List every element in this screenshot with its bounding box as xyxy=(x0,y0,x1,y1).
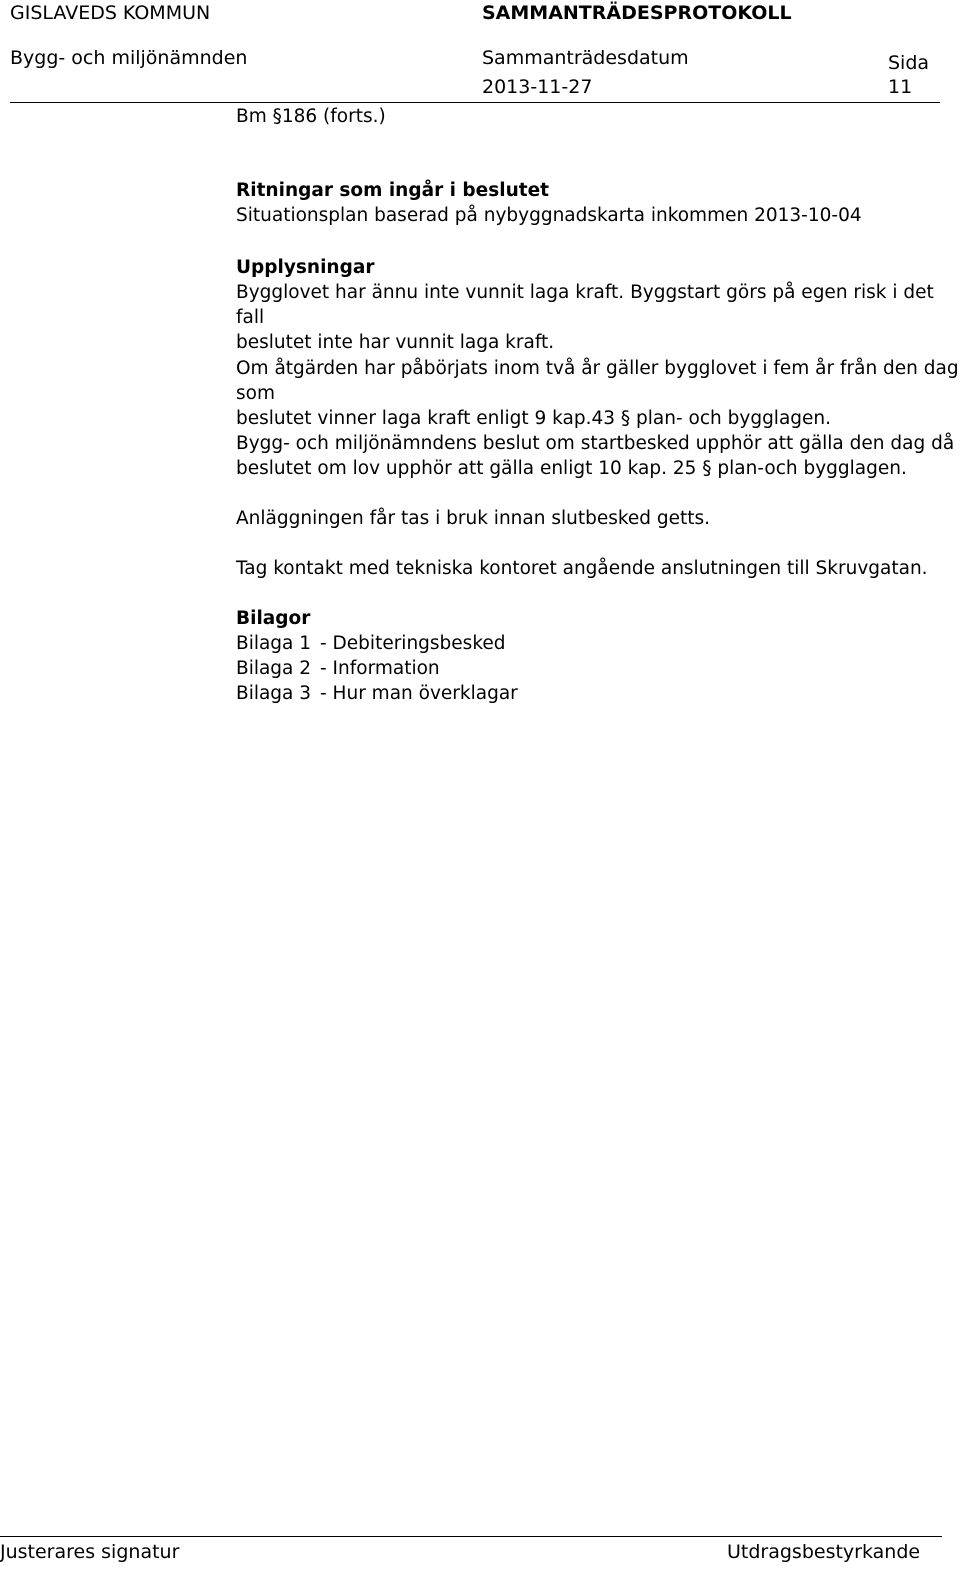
attachment-description: - Information xyxy=(320,658,440,679)
org-name: GISLAVEDS KOMMUN xyxy=(10,2,211,24)
info-p3 xyxy=(236,431,954,481)
attachment-item xyxy=(236,656,518,681)
section-reference: Bm §186 (forts.) xyxy=(236,106,386,127)
meeting-date: 2013-11-27 xyxy=(482,76,593,98)
info-p2-line1: Om åtgärden har påbörjats inom två år gäller bygglovet i fem år från den dag som xyxy=(236,358,959,404)
attachment-item xyxy=(236,681,518,706)
doc-type: SAMMANTRÄDESPROTOKOLL xyxy=(482,2,792,24)
info-p5: Tag kontakt med tekniska kontoret angående anslutningen till Skruvgatan. xyxy=(236,558,928,579)
info-p3-line2: beslutet om lov upphör att gälla enligt 10 kap. 25 § plan-och bygglagen. xyxy=(236,458,907,479)
attachments-section xyxy=(236,606,518,706)
attachment-number: Bilaga 1 xyxy=(236,633,312,654)
document-body xyxy=(236,178,862,228)
attachment-item xyxy=(236,631,518,656)
page-label: Sida xyxy=(888,52,930,74)
date-label: Sammanträdesdatum xyxy=(482,47,689,69)
drawings-title: Ritningar som ingår i beslutet xyxy=(236,180,549,201)
info-title: Upplysningar xyxy=(236,257,375,278)
info-p4: Anläggningen får tas i bruk innan slutbesked getts. xyxy=(236,508,711,529)
footer-rule xyxy=(0,1536,942,1537)
info-p3-line1: Bygg- och miljönämndens beslut om startbesked upphör att gälla den dag då xyxy=(236,433,955,454)
info-p2 xyxy=(236,356,960,431)
info-section xyxy=(236,255,960,355)
attachment-number: Bilaga 3 xyxy=(236,683,312,704)
footer-signature: Justerares signatur xyxy=(0,1541,180,1563)
attachment-number: Bilaga 2 xyxy=(236,658,312,679)
attachment-description: - Debiteringsbesked xyxy=(320,633,506,654)
info-p1-line2: beslutet inte har vunnit laga kraft. xyxy=(236,332,555,353)
attachment-description: - Hur man överklagar xyxy=(320,683,518,704)
info-p2-line2: beslutet vinner laga kraft enligt 9 kap.43 § plan- och bygglagen. xyxy=(236,408,832,429)
committee-name: Bygg- och miljönämnden xyxy=(10,47,248,69)
footer-extract: Utdragsbestyrkande xyxy=(727,1541,921,1563)
page-number: 11 xyxy=(888,76,913,98)
attachments-title: Bilagor xyxy=(236,608,311,629)
info-p1-line1: Bygglovet har ännu inte vunnit laga kraft. Byggstart görs på egen risk i det fall xyxy=(236,282,934,328)
drawings-text: Situationsplan baserad på nybyggnadskarta inkommen 2013-10-04 xyxy=(236,205,862,226)
header-rule xyxy=(10,102,940,103)
